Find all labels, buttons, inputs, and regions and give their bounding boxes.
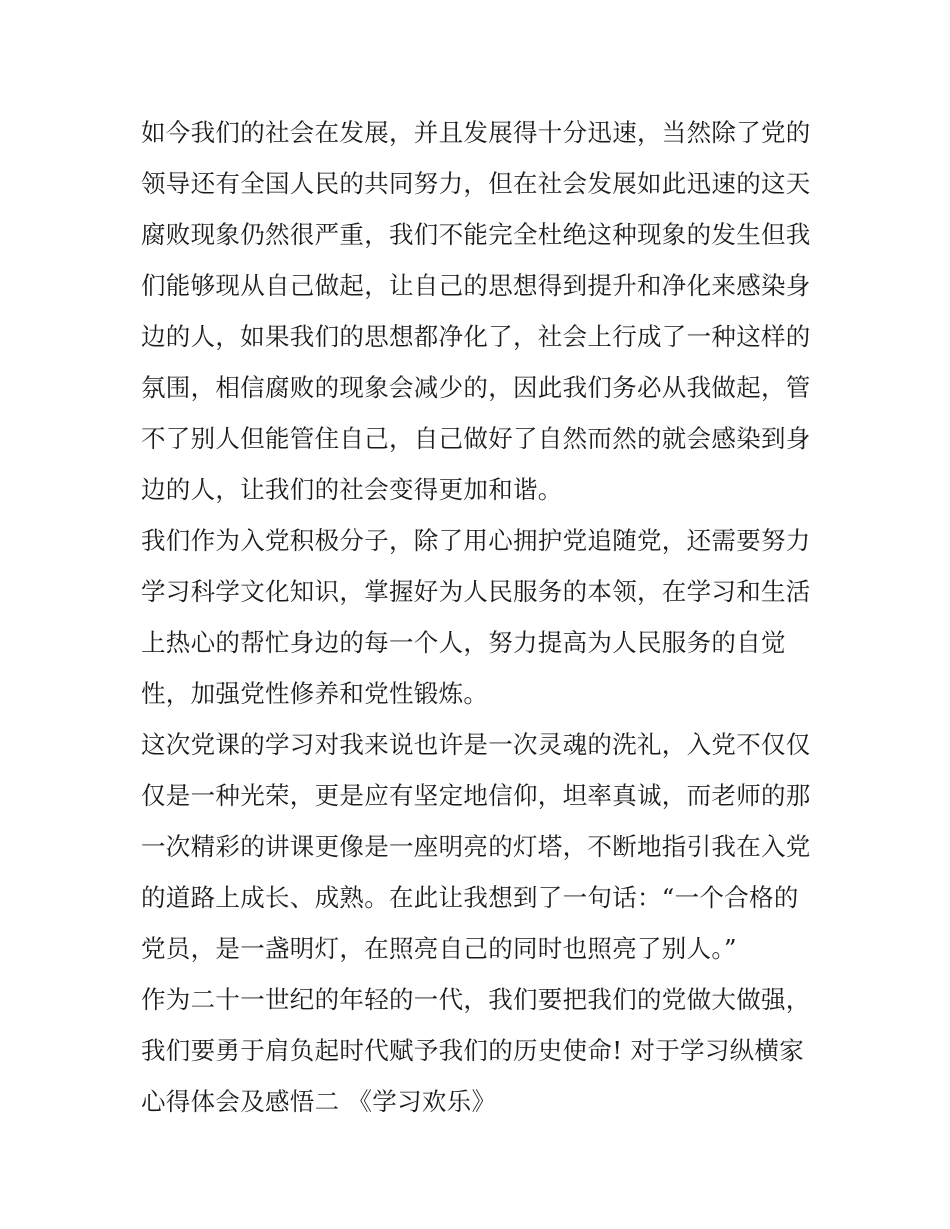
text-line: 如今我们的社会在发展，并且发展得十分迅速，当然除了党的: [141, 118, 811, 147]
text-line: 不了别人但能管住自己，自己做好了自然而然的就会感染到身: [141, 424, 811, 453]
text-line: 边的人，如果我们的思想都净化了，社会上行成了一种这样的: [141, 322, 811, 351]
text-line: 党员，是一盏明灯，在照亮自己的同时也照亮了别人。”: [141, 934, 737, 963]
text-line: 们能够现从自己做起，让自己的思想得到提升和净化来感染身: [141, 271, 811, 300]
text-line: 一次精彩的讲课更像是一座明亮的灯塔，不断地指引我在入党: [141, 832, 811, 861]
text-line: 性，加强党性修养和党性锻炼。: [141, 679, 489, 708]
text-line: 心得体会及感悟二 《学习欢乐》: [141, 1087, 497, 1116]
body-text: [141, 107, 821, 1127]
text-line: 领导还有全国人民的共同努力，但在社会发展如此迅速的这天: [141, 169, 811, 198]
text-line: 学习科学文化知识，掌握好为人民服务的本领，在学习和生活: [141, 577, 811, 606]
text-line: 边的人，让我们的社会变得更加和谐。: [141, 475, 563, 504]
text-line: 这次党课的学习对我来说也许是一次灵魂的洗礼，入党不仅仅: [141, 730, 811, 759]
text-line: 我们作为入党积极分子，除了用心拥护党追随党，还需要努力: [141, 526, 811, 555]
text-line: 氛围，相信腐败的现象会减少的，因此我们务必从我做起，管: [141, 373, 811, 402]
text-line: 作为二十一世纪的年轻的一代，我们要把我们的党做大做强，: [141, 985, 811, 1014]
text-line: 上热心的帮忙身边的每一个人，努力提高为人民服务的自觉: [141, 628, 786, 657]
text-line: 腐败现象仍然很严重，我们不能完全杜绝这种现象的发生但我: [141, 220, 811, 249]
text-line: 的道路上成长、成熟。在此让我想到了一句话：“一个合格的: [141, 883, 799, 912]
text-line: 仅是一种光荣，更是应有坚定地信仰，坦率真诚，而老师的那: [141, 781, 811, 810]
text-line: 我们要勇于肩负起时代赋予我们的历史使命! 对于学习纵横家: [141, 1036, 805, 1065]
